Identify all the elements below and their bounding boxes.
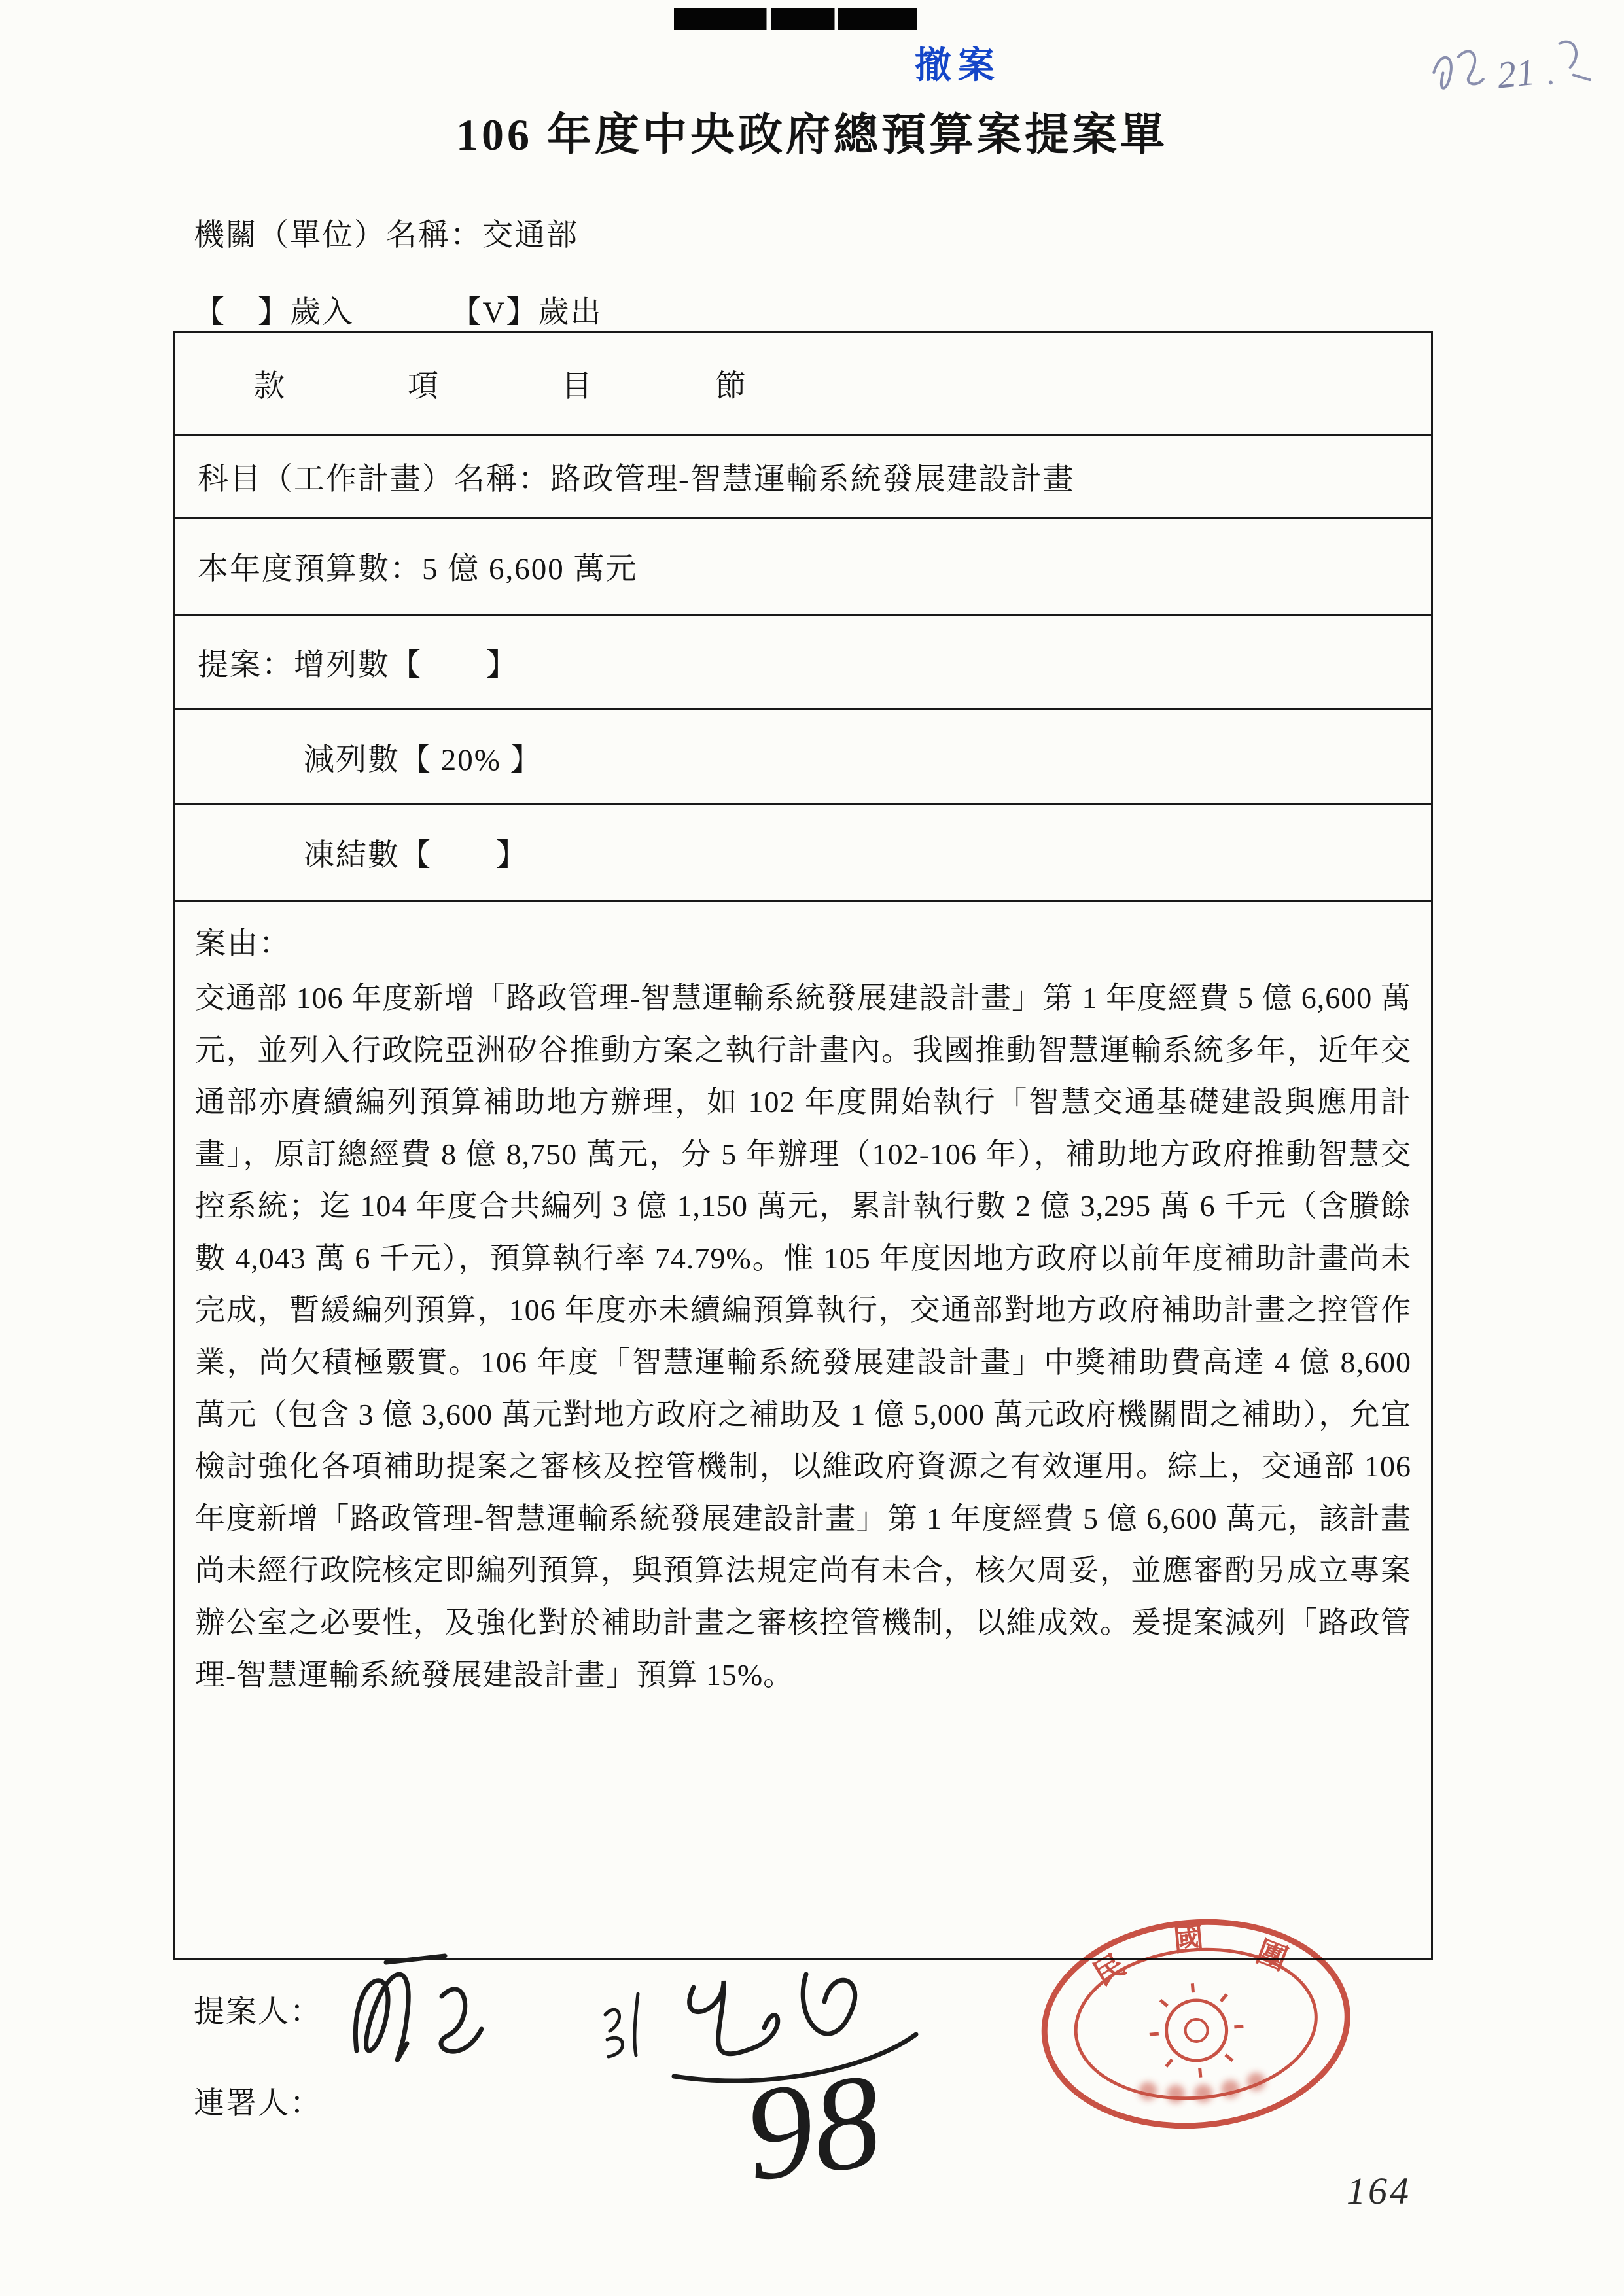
reason-row	[175, 902, 1431, 1958]
increase-amount-text: 提案：增列數【 】	[198, 648, 518, 682]
reason-text: 交通部 106 年度新增「路政管理-智慧運輸系統發展建設計畫」第 1 年度經費 5 億 6,600 萬元，並列入行政院亞洲矽谷推動方案之執行計畫內。我國推動智慧運輸系統多年，近年交通部亦賡續編列預算補助地方辦理，如 102 年度開始執行「智慧交通基礎建設與應用計畫」，原訂總經費 8 億 8,750 萬元，分 5 年辦理（102-106 年），補助地方政府推動智慧交控系統；迄 104 年度合共編列 3 億 1,150 萬元，累計執行數 2 億 3,295 萬 6 千元（含賸餘數 4,043 萬 6 千元），預算執行率 74.79%。惟 105 年度因地方政府以前年度補助計畫尚未完成，暫緩編列預算，106 年度亦未續編預算執行，交通部對地方政府補助計畫之控管作業，尚欠積極覈實。106 年度「智慧運輸系統發展建設計畫」中獎補助費高達 4 億 8,600 萬元（包含 3 億 3,600 萬元對地方政府之補助及 1 億 5,000 萬元政府機關間之補助），允宜檢討強化各項補助提案之審核及控管機制，以維政府資源之有效運用。綜上，交通部 106 年度新增「路政管理-智慧運輸系統發展建設計畫」第 1 年度經費 5 億 6,600 萬元，該計畫尚未經行政院核定即編列預算，與預算法規定尚有未合，核欠周妥，並應審酌另成立專案辦公室之必要性，及強化對於補助計畫之審核控管機制，以維成效。爰提案減列「路政管理-智慧運輸系統發展建設計畫」預算 15%。	[195, 981, 1411, 1692]
signature-stroke	[690, 1981, 778, 2054]
signature-stroke	[803, 1974, 855, 2034]
proposer-label: 提案人：	[194, 1995, 322, 2029]
expenditure-checkbox-label: 【V】歲出	[450, 296, 603, 330]
freeze-amount-text: 凍結數【 】	[304, 839, 528, 873]
decrease-amount-text: 減列數【 20% 】	[304, 742, 542, 777]
seal-blurred-bottom-text	[1138, 2072, 1267, 2108]
redaction-bar	[674, 8, 917, 30]
seal-arc-char: 國	[1172, 1921, 1205, 1958]
seal-sun-emblem-icon	[1146, 1979, 1248, 2081]
pencil-scribble	[1574, 73, 1590, 81]
pencil-scribble	[1432, 57, 1453, 89]
signature-stroke	[635, 1994, 638, 2055]
increase-amount-row	[175, 616, 1431, 710]
decrease-amount-row	[175, 710, 1431, 805]
pencil-scribble	[1458, 50, 1483, 85]
margin-note-number: 21	[1494, 50, 1538, 97]
document-title: 106 年度中央政府總預算案提案單	[455, 110, 1168, 160]
seal-arc-char: 民	[1087, 1947, 1131, 1992]
signature-stroke	[386, 1956, 445, 1962]
subject-row	[175, 436, 1431, 519]
subject-text: 科目（工作計畫）名稱：路政管理-智慧運輸系統發展建設計畫	[198, 462, 1075, 496]
budget-table	[173, 331, 1433, 1960]
reason-label: 案由：	[195, 927, 291, 961]
cosigner-label: 連署人：	[194, 2087, 322, 2121]
case-status-stamp: 撤案	[915, 46, 1001, 86]
account-type-line	[194, 288, 602, 332]
pencil-dot	[1549, 80, 1553, 85]
table-header-row	[175, 333, 1431, 436]
freeze-amount-row	[175, 805, 1431, 902]
current-budget-text: 本年度預算數：5 億 6,600 萬元	[198, 552, 638, 586]
signature-stroke	[355, 1974, 408, 2060]
agency-name-line: 機關（單位）名稱：交通部	[194, 218, 578, 252]
column-mu: 目	[561, 370, 593, 404]
red-oval-seal	[1023, 1898, 1369, 2154]
current-budget-row	[175, 519, 1431, 616]
column-xiang: 項	[408, 370, 440, 404]
handwritten-number: 98	[737, 2045, 889, 2210]
pencil-scribble	[1560, 41, 1578, 68]
signature-stroke	[605, 2009, 623, 2057]
page-number: 164	[1347, 2170, 1411, 2212]
column-jie: 節	[715, 370, 747, 404]
column-kuan: 款	[254, 370, 286, 404]
revenue-checkbox-label: 【 】歲入	[194, 296, 354, 330]
seal-arc-char: 團	[1252, 1934, 1292, 1977]
signature-stroke	[441, 1989, 482, 2051]
